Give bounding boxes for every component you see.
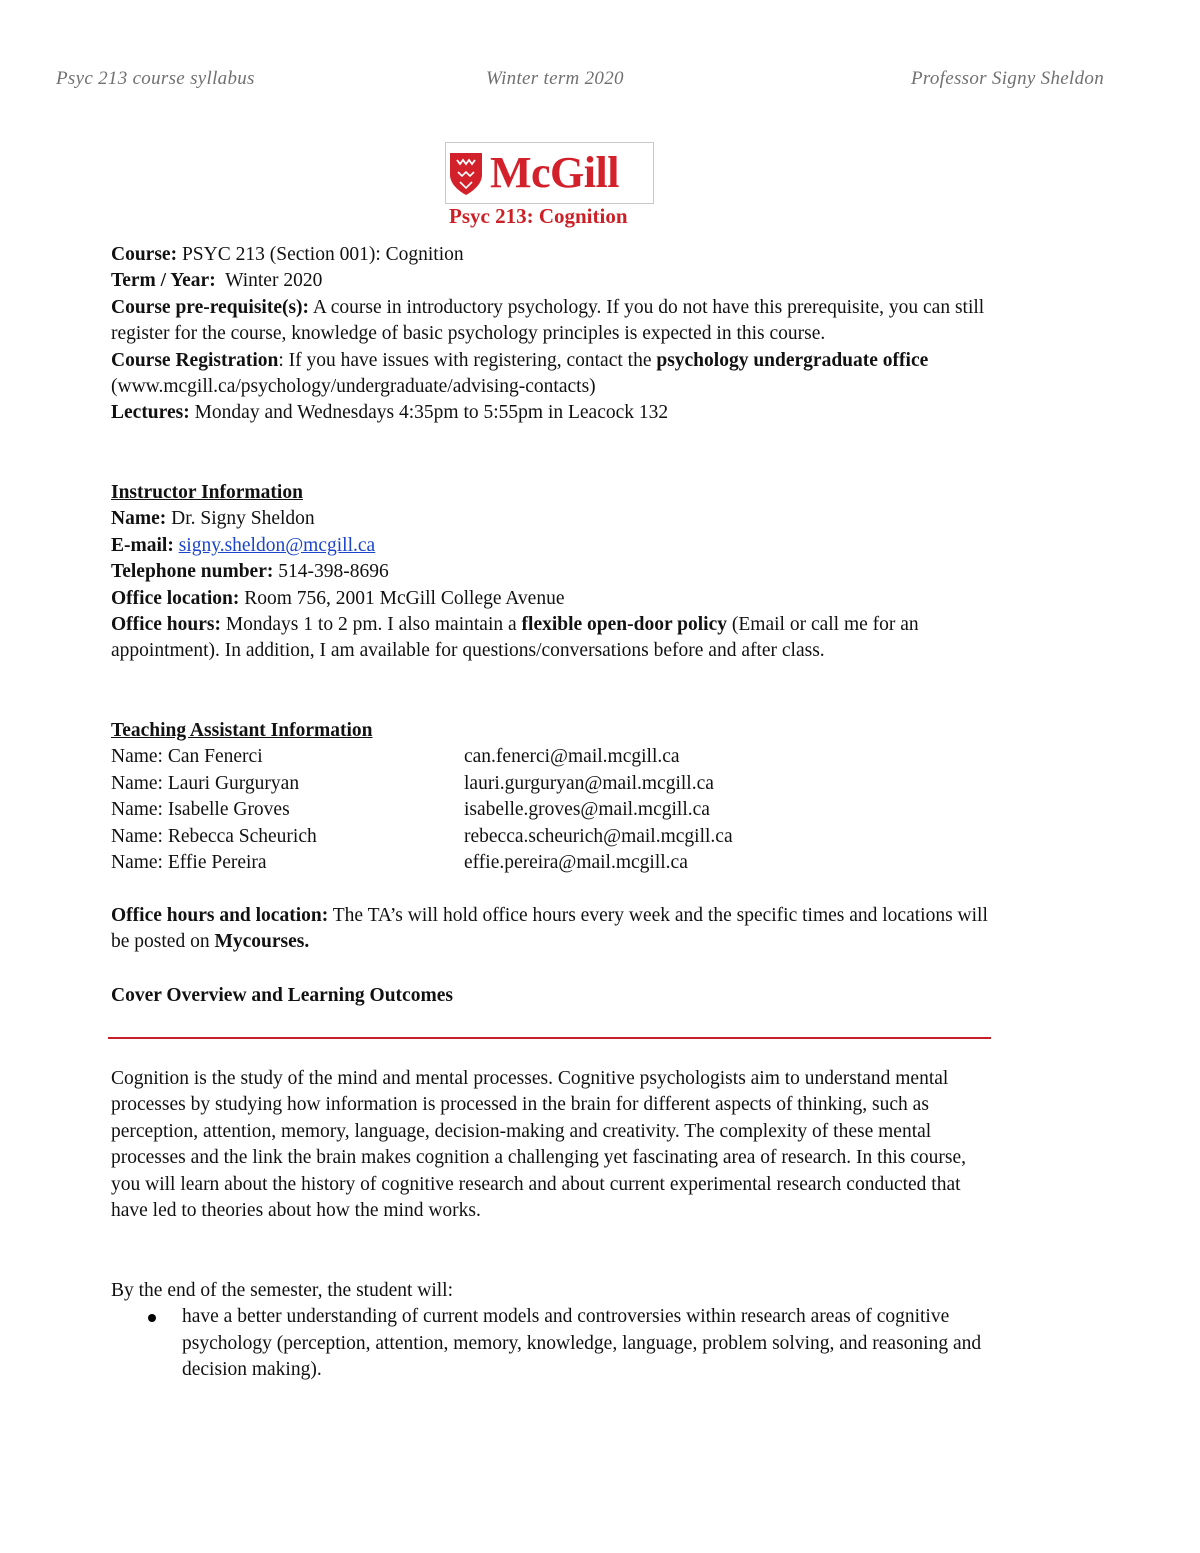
overview-heading: Cover Overview and Learning Outcomes (111, 985, 453, 1006)
ta-name: Name: Isabelle Groves (111, 799, 290, 821)
ta-email: effie.pereira@mail.mcgill.ca (464, 851, 688, 873)
ta-row (111, 797, 991, 823)
instructor-email-line: E-mail: signy.sheldon@mcgill.ca (111, 534, 376, 556)
ta-name: Name: Lauri Gurguryan (111, 772, 300, 794)
ta-name: Name: Rebecca Scheurich (111, 825, 317, 847)
ta-email: lauri.gurguryan@mail.mcgill.ca (464, 772, 714, 794)
lectures-line: Lectures: Monday and Wednesdays 4:35pm to 5:55pm in Leacock 132 (111, 402, 669, 424)
ta-office-line: Office hours and location: The TA’s will hold office hours every week and the specific times and locations will be posted on Mycourses. (111, 905, 988, 953)
overview-section (111, 983, 991, 1009)
mcgill-wordmark: McGill (490, 148, 619, 197)
ta-office-hours (111, 903, 991, 956)
course-line: Course: PSYC 213 (Section 001): Cognition (111, 244, 464, 265)
learning-outcomes (111, 1278, 991, 1384)
header-term: Winter term 2020 (486, 68, 624, 89)
ta-row (111, 744, 991, 770)
ta-email: rebecca.scheurich@mail.mcgill.ca (464, 825, 733, 847)
red-divider (108, 1037, 991, 1039)
prerequisite-line: Course pre-requisite(s): A course in introductory psychology. If you do not have this prerequisite, you can still register for the course, knowledge of basic psychology principles is expected in this course. (111, 296, 985, 345)
overview-paragraph: Cognition is the study of the mind and mental processes. Cognitive psychologists aim to understand mental processes by studying how information is processed in the brain for different aspects of thinking, such as perception, attention, memory, language, decision-making and creativity. The complexity of these mental processes and the link the brain makes cognition a challenging yet fascinating area of research. In this course, you will learn about the history of cognitive research and about current experimental research conducted that have led to theories about how the mind works. (111, 1068, 966, 1222)
outcomes-intro: By the end of the semester, the student will: (111, 1280, 454, 1301)
header-course-title: Psyc 213 course syllabus (56, 68, 255, 89)
bullet-icon (148, 1314, 156, 1322)
ta-row (111, 771, 991, 797)
mcgill-logo (445, 142, 654, 204)
course-info (111, 242, 991, 427)
header-professor: Professor Signy Sheldon (910, 68, 1104, 89)
mcgill-shield-icon (448, 151, 484, 197)
logo-subtitle: Psyc 213: Cognition (449, 204, 628, 228)
registration-line: Course Registration: If you have issues with registering, contact the psychology undergraduate office (www.mcgill.ca/psychology/undergraduate/advising-contacts) (111, 349, 929, 398)
instructor-heading: Instructor Information (111, 482, 303, 503)
outcomes-list (111, 1304, 991, 1383)
ta-info (111, 718, 991, 876)
running-header (56, 68, 1104, 96)
overview-body (111, 1066, 991, 1224)
instructor-phone-line: Telephone number: 514-398-8696 (111, 561, 389, 583)
ta-name: Name: Can Fenerci (111, 746, 263, 768)
ta-email: can.fenerci@mail.mcgill.ca (464, 746, 680, 768)
ta-row (111, 824, 991, 850)
ta-email: isabelle.groves@mail.mcgill.ca (464, 799, 710, 821)
term-line: Term / Year: Winter 2020 (111, 270, 323, 292)
ta-name: Name: Effie Pereira (111, 851, 267, 873)
instructor-info (111, 480, 991, 665)
list-item: have a better understanding of current models and controversies within research areas of cognitive psychology (perception, attention, memory, knowledge, language, problem solving, and reasoning and decision making). (111, 1304, 991, 1383)
ta-heading: Teaching Assistant Information (111, 720, 373, 741)
instructor-name-line: Name: Dr. Signy Sheldon (111, 508, 315, 530)
instructor-email-link[interactable]: signy.sheldon@mcgill.ca (178, 534, 376, 556)
instructor-hours-line: Office hours: Mondays 1 to 2 pm. I also maintain a flexible open-door policy (Email or call me for an appointment). In addition, I am available for questions/conversations before and after class. (111, 614, 919, 662)
instructor-office-line: Office location: Room 756, 2001 McGill College Avenue (111, 587, 565, 609)
ta-row (111, 850, 991, 876)
